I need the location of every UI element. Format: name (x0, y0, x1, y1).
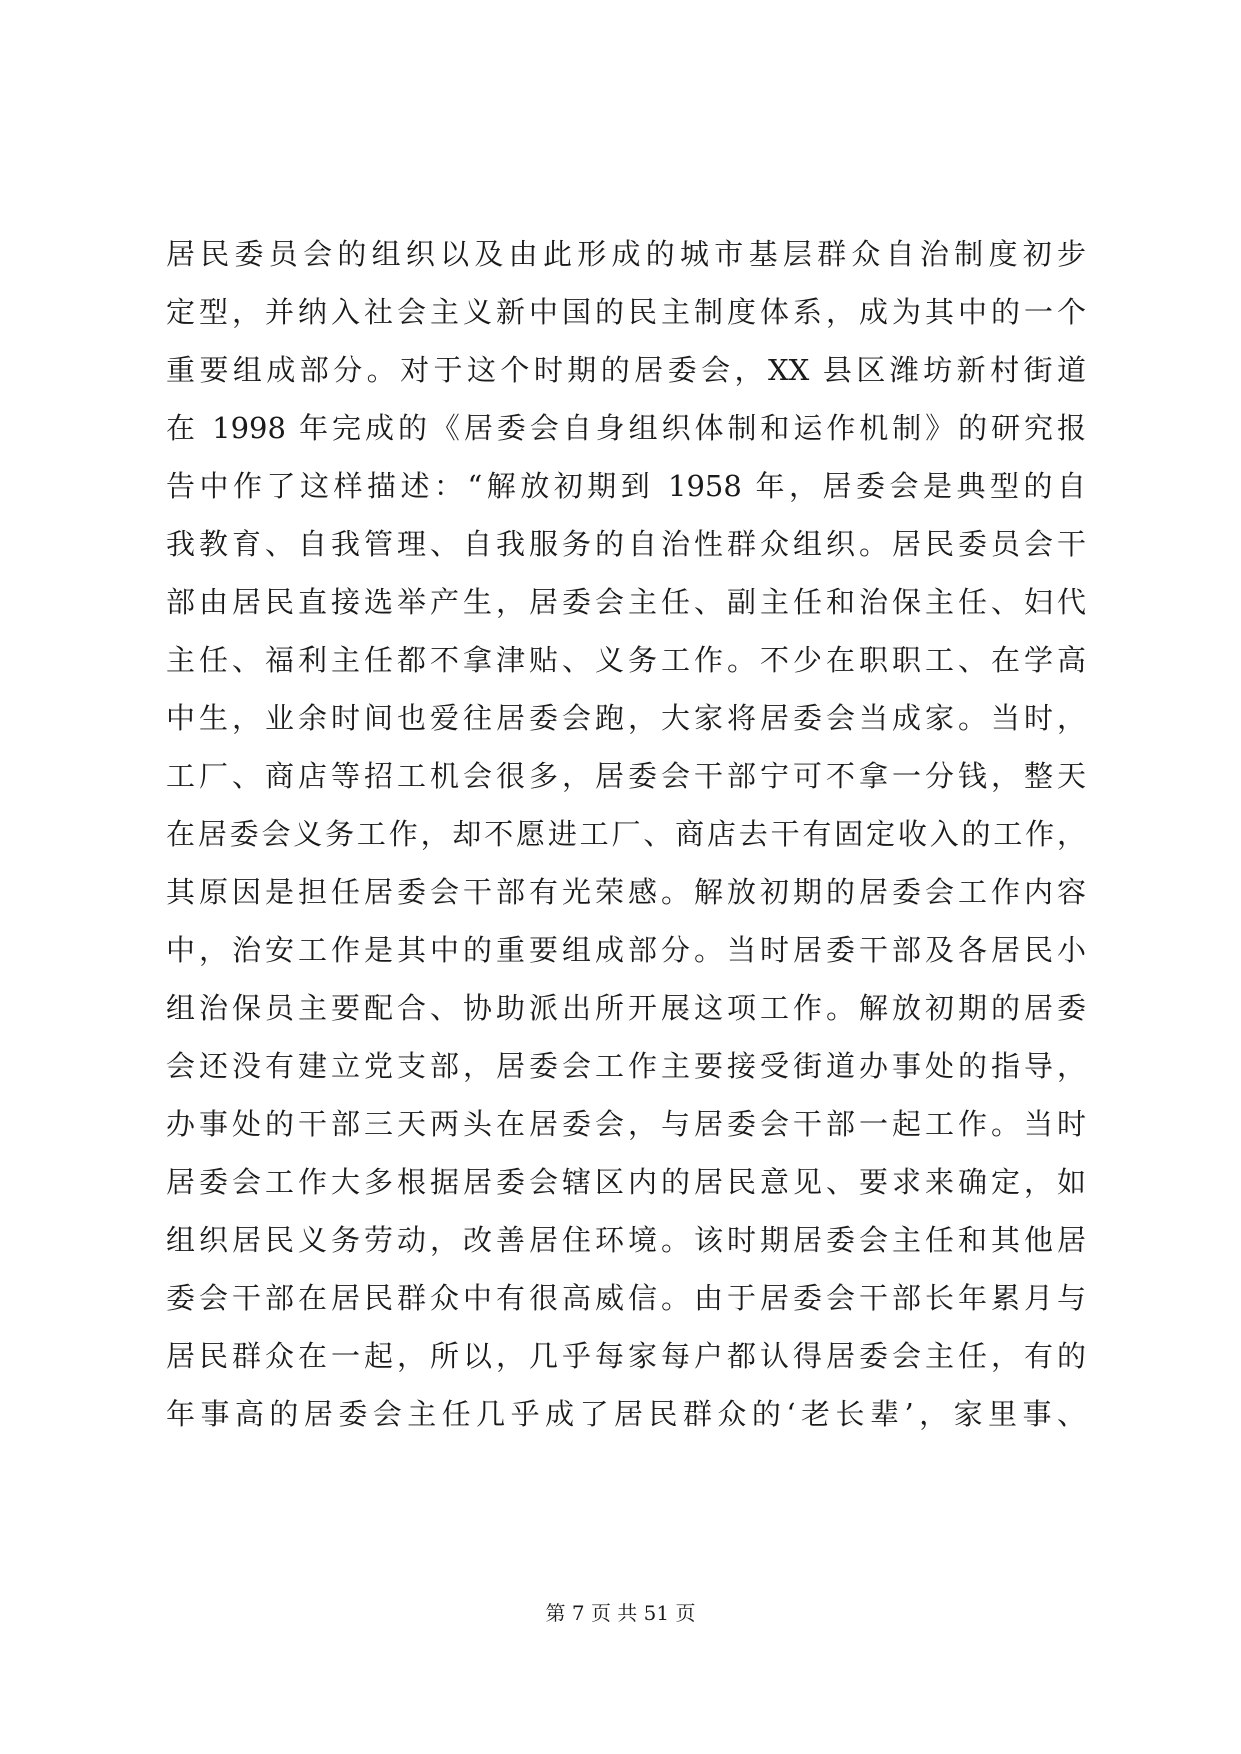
text-line: 中生，业余时间也爱往居委会跑，大家将居委会当成家。当时， (166, 701, 1086, 735)
text-line: 定型，并纳入社会主义新中国的民主制度体系，成为其中的一个 (166, 295, 1086, 329)
text-line: 中，治安工作是其中的重要组成部分。当时居委干部及各居民小 (166, 933, 1086, 967)
text-line: 组治保员主要配合、协助派出所开展这项工作。解放初期的居委 (166, 991, 1086, 1025)
page-number: 第 7 页 共 51 页 (545, 1601, 696, 1625)
text-line: 会还没有建立党支部，居委会工作主要接受街道办事处的指导， (166, 1049, 1086, 1083)
text-line: 告中作了这样描述：“解放初期到 1958 年，居委会是典型的自 (166, 469, 1086, 503)
text-line: 部由居民直接选举产生，居委会主任、副主任和治保主任、妇代 (166, 585, 1086, 619)
text-line: 办事处的干部三天两头在居委会，与居委会干部一起工作。当时 (166, 1107, 1086, 1141)
text-line: 居民委员会的组织以及由此形成的城市基层群众自治制度初步 (166, 237, 1086, 271)
text-line: 工厂、商店等招工机会很多，居委会干部宁可不拿一分钱，整天 (166, 759, 1086, 793)
text-line: 居民群众在一起，所以，几乎每家每户都认得居委会主任，有的 (166, 1339, 1086, 1373)
text-line: 委会干部在居民群众中有很高威信。由于居委会干部长年累月与 (166, 1281, 1086, 1315)
text-line: 其原因是担任居委会干部有光荣感。解放初期的居委会工作内容 (166, 875, 1086, 909)
text-line: 重要组成部分。对于这个时期的居委会，XX 县区潍坊新村街道 (166, 353, 1086, 387)
body-text (166, 225, 1086, 1443)
text-line: 在居委会义务工作，却不愿进工厂、商店去干有固定收入的工作， (166, 817, 1086, 851)
page-footer (0, 1597, 1241, 1626)
text-line: 年事高的居委会主任几乎成了居民群众的‘老长辈’，家里事、 (166, 1397, 1086, 1431)
text-line: 组织居民义务劳动，改善居住环境。该时期居委会主任和其他居 (166, 1223, 1086, 1257)
text-line: 主任、福利主任都不拿津贴、义务工作。不少在职职工、在学高 (166, 643, 1086, 677)
text-line: 居委会工作大多根据居委会辖区内的居民意见、要求来确定，如 (166, 1165, 1086, 1199)
text-line: 我教育、自我管理、自我服务的自治性群众组织。居民委员会干 (166, 527, 1086, 561)
text-line: 在 1998 年完成的《居委会自身组织体制和运作机制》的研究报 (166, 411, 1086, 445)
